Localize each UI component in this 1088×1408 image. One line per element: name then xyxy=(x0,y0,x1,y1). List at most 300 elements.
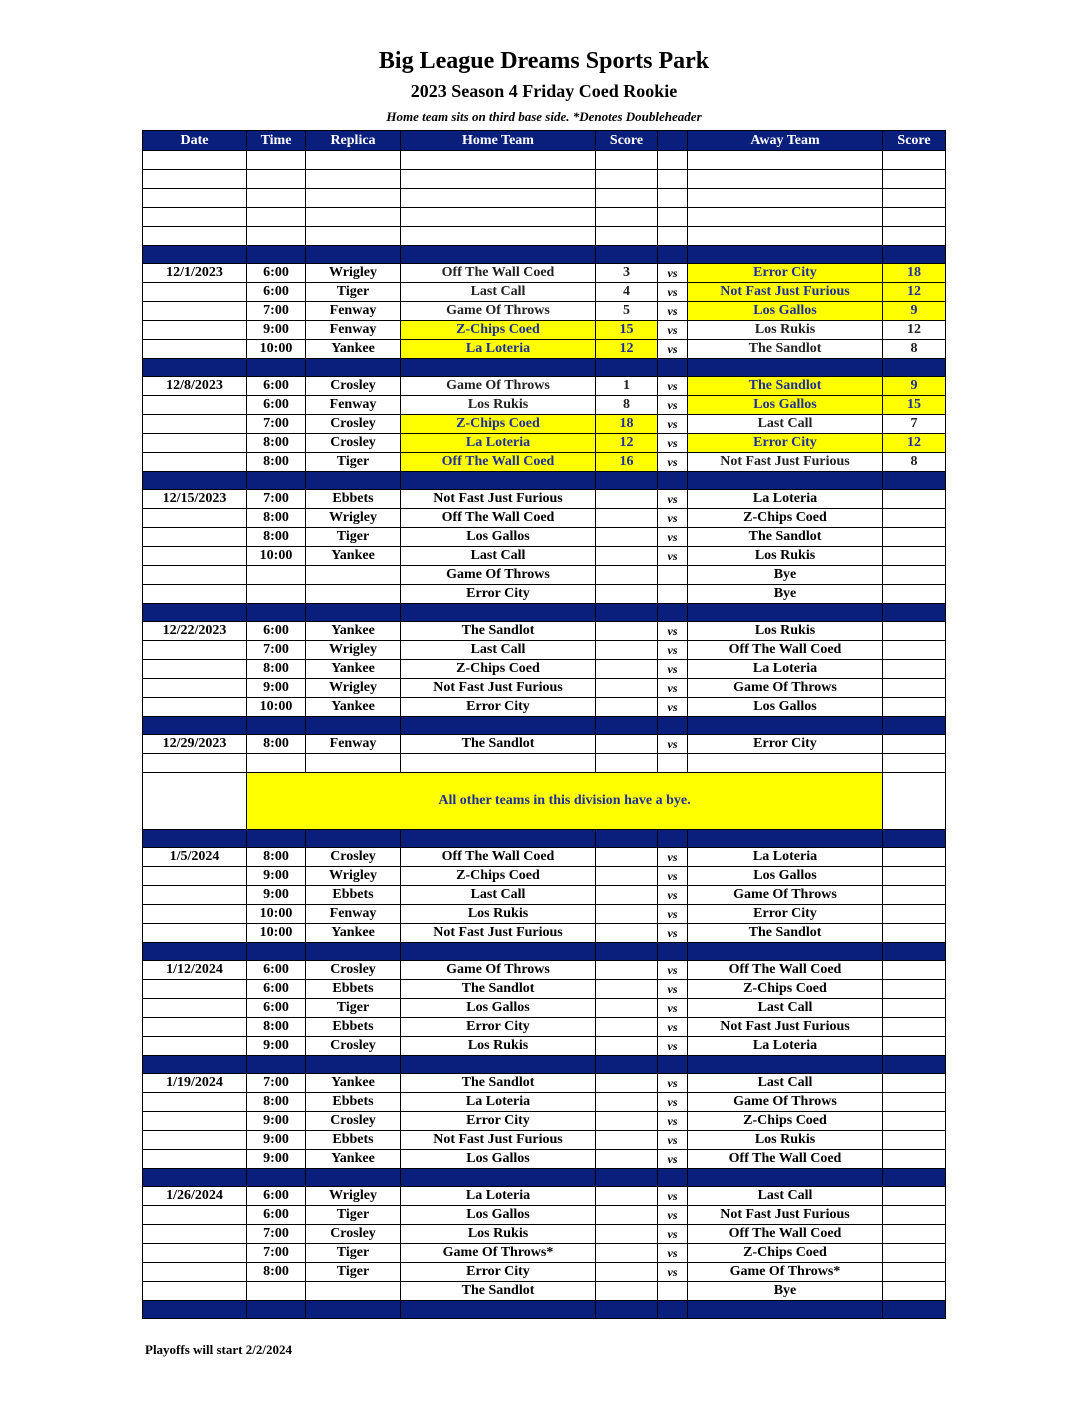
game-row xyxy=(143,924,946,943)
vs-label xyxy=(658,1282,688,1301)
separator-cell xyxy=(688,830,883,848)
blank-row xyxy=(143,170,946,189)
game-date xyxy=(143,509,247,528)
separator-row xyxy=(143,830,946,848)
game-replica: Tiger xyxy=(306,528,401,547)
empty-cell xyxy=(247,151,306,170)
vs-label: vs xyxy=(658,377,688,396)
game-date: 12/29/2023 xyxy=(143,735,247,754)
playoffs-note: Playoffs will start 2/2/2024 xyxy=(145,1342,292,1357)
separator-cell xyxy=(401,1169,596,1187)
vs-label: vs xyxy=(658,283,688,302)
game-date: 1/26/2024 xyxy=(143,1187,247,1206)
empty-cell xyxy=(143,208,247,227)
home-score xyxy=(596,641,658,660)
game-replica: Crosley xyxy=(306,848,401,867)
home-score xyxy=(596,961,658,980)
empty-cell xyxy=(658,227,688,246)
blank-row xyxy=(143,227,946,246)
separator-cell xyxy=(658,604,688,622)
empty-cell xyxy=(883,170,946,189)
blank-row xyxy=(143,208,946,227)
game-replica: Wrigley xyxy=(306,264,401,283)
header-date: Date xyxy=(143,131,247,151)
game-row xyxy=(143,1225,946,1244)
game-row xyxy=(143,1244,946,1263)
away-team: The Sandlot xyxy=(688,340,883,359)
vs-label: vs xyxy=(658,999,688,1018)
vs-label: vs xyxy=(658,528,688,547)
game-row xyxy=(143,848,946,867)
away-score: 18 xyxy=(883,264,946,283)
vs-label: vs xyxy=(658,1131,688,1150)
separator-cell xyxy=(883,943,946,961)
empty-cell xyxy=(143,151,247,170)
away-team: Z-Chips Coed xyxy=(688,980,883,999)
away-team: Error City xyxy=(688,735,883,754)
separator-cell xyxy=(596,359,658,377)
away-team: Los Gallos xyxy=(688,698,883,717)
vs-label: vs xyxy=(658,490,688,509)
game-replica xyxy=(306,566,401,585)
away-team: The Sandlot xyxy=(688,377,883,396)
separator-cell xyxy=(658,717,688,735)
home-team: Last Call xyxy=(401,283,596,302)
separator-cell xyxy=(883,1301,946,1319)
home-score xyxy=(596,698,658,717)
game-replica: Yankee xyxy=(306,924,401,943)
away-team: The Sandlot xyxy=(688,924,883,943)
home-team: Error City xyxy=(401,1112,596,1131)
separator-cell xyxy=(658,1301,688,1319)
header-away-score: Score xyxy=(883,131,946,151)
home-team: The Sandlot xyxy=(401,1074,596,1093)
vs-label: vs xyxy=(658,1018,688,1037)
game-row xyxy=(143,434,946,453)
away-score xyxy=(883,622,946,641)
game-time: 7:00 xyxy=(247,641,306,660)
home-team: La Loteria xyxy=(401,434,596,453)
away-score: 7 xyxy=(883,415,946,434)
game-time: 8:00 xyxy=(247,660,306,679)
away-team: Z-Chips Coed xyxy=(688,1244,883,1263)
separator-cell xyxy=(143,717,247,735)
game-time: 6:00 xyxy=(247,377,306,396)
game-row xyxy=(143,490,946,509)
away-score xyxy=(883,848,946,867)
home-score xyxy=(596,490,658,509)
separator-cell xyxy=(401,604,596,622)
separator-cell xyxy=(401,1056,596,1074)
away-team: La Loteria xyxy=(688,1037,883,1056)
game-row xyxy=(143,264,946,283)
vs-label: vs xyxy=(658,735,688,754)
home-score xyxy=(596,886,658,905)
game-replica: Crosley xyxy=(306,1225,401,1244)
game-time: 8:00 xyxy=(247,1018,306,1037)
game-replica: Fenway xyxy=(306,735,401,754)
separator-cell xyxy=(596,717,658,735)
separator-cell xyxy=(306,472,401,490)
away-team: Not Fast Just Furious xyxy=(688,453,883,472)
game-time: 9:00 xyxy=(247,1150,306,1169)
game-time: 9:00 xyxy=(247,1037,306,1056)
home-team: Los Gallos xyxy=(401,999,596,1018)
away-score xyxy=(883,566,946,585)
game-time: 10:00 xyxy=(247,698,306,717)
empty-cell xyxy=(688,189,883,208)
home-score xyxy=(596,980,658,999)
away-score xyxy=(883,1112,946,1131)
home-team: Last Call xyxy=(401,547,596,566)
game-replica: Ebbets xyxy=(306,1093,401,1112)
game-replica: Yankee xyxy=(306,340,401,359)
home-team: The Sandlot xyxy=(401,622,596,641)
home-team: Game Of Throws xyxy=(401,961,596,980)
away-team: Game Of Throws* xyxy=(688,1263,883,1282)
away-team: Error City xyxy=(688,905,883,924)
blank-row xyxy=(143,151,946,170)
separator-cell xyxy=(401,1301,596,1319)
home-team: Error City xyxy=(401,698,596,717)
empty-cell xyxy=(401,189,596,208)
home-score: 3 xyxy=(596,264,658,283)
header-replica: Replica xyxy=(306,131,401,151)
empty-cell xyxy=(143,189,247,208)
game-date xyxy=(143,698,247,717)
vs-label: vs xyxy=(658,1037,688,1056)
away-score xyxy=(883,585,946,604)
game-date xyxy=(143,547,247,566)
empty-cell xyxy=(401,754,596,773)
home-team: La Loteria xyxy=(401,1093,596,1112)
away-team: Error City xyxy=(688,264,883,283)
home-score xyxy=(596,1018,658,1037)
away-score xyxy=(883,1131,946,1150)
game-time: 10:00 xyxy=(247,924,306,943)
game-date xyxy=(143,1282,247,1301)
empty-cell xyxy=(596,189,658,208)
separator-cell xyxy=(143,1169,247,1187)
away-score: 8 xyxy=(883,453,946,472)
separator-row xyxy=(143,1169,946,1187)
empty-cell xyxy=(143,227,247,246)
game-row xyxy=(143,1093,946,1112)
empty-cell xyxy=(143,754,247,773)
separator-cell xyxy=(688,943,883,961)
game-date xyxy=(143,321,247,340)
away-score: 12 xyxy=(883,434,946,453)
game-replica: Tiger xyxy=(306,999,401,1018)
game-row xyxy=(143,1263,946,1282)
header-vs xyxy=(658,131,688,151)
away-score xyxy=(883,660,946,679)
home-score: 18 xyxy=(596,415,658,434)
game-time xyxy=(247,566,306,585)
empty-cell xyxy=(883,208,946,227)
separator-row xyxy=(143,604,946,622)
away-team: Off The Wall Coed xyxy=(688,1150,883,1169)
away-team: Not Fast Just Furious xyxy=(688,1206,883,1225)
away-team: Game Of Throws xyxy=(688,1093,883,1112)
game-row xyxy=(143,679,946,698)
home-team: Not Fast Just Furious xyxy=(401,490,596,509)
separator-row xyxy=(143,246,946,264)
separator-cell xyxy=(688,359,883,377)
empty-cell xyxy=(883,754,946,773)
away-score xyxy=(883,1206,946,1225)
game-row xyxy=(143,1018,946,1037)
home-score xyxy=(596,660,658,679)
separator-cell xyxy=(658,943,688,961)
separator-cell xyxy=(247,472,306,490)
away-score: 9 xyxy=(883,377,946,396)
separator-cell xyxy=(883,1056,946,1074)
game-row xyxy=(143,735,946,754)
home-team: Game Of Throws xyxy=(401,566,596,585)
home-score xyxy=(596,1244,658,1263)
separator-cell xyxy=(596,1169,658,1187)
empty-cell xyxy=(306,151,401,170)
separator-cell xyxy=(688,472,883,490)
game-time: 6:00 xyxy=(247,1187,306,1206)
empty-cell xyxy=(247,754,306,773)
home-team: Los Rukis xyxy=(401,1225,596,1244)
game-date: 1/5/2024 xyxy=(143,848,247,867)
game-date xyxy=(143,453,247,472)
home-team: Game Of Throws xyxy=(401,377,596,396)
away-score xyxy=(883,509,946,528)
game-row xyxy=(143,660,946,679)
blank-row xyxy=(143,189,946,208)
home-score xyxy=(596,547,658,566)
vs-label: vs xyxy=(658,1263,688,1282)
home-team: Game Of Throws xyxy=(401,302,596,321)
game-time: 6:00 xyxy=(247,961,306,980)
game-replica: Tiger xyxy=(306,453,401,472)
separator-cell xyxy=(688,604,883,622)
game-time: 6:00 xyxy=(247,264,306,283)
vs-label: vs xyxy=(658,679,688,698)
empty-cell xyxy=(306,189,401,208)
game-row xyxy=(143,509,946,528)
away-team: Error City xyxy=(688,434,883,453)
game-date xyxy=(143,905,247,924)
bye-note-row xyxy=(143,773,946,830)
away-team: Not Fast Just Furious xyxy=(688,283,883,302)
separator-cell xyxy=(306,604,401,622)
separator-cell xyxy=(688,1169,883,1187)
game-replica: Yankee xyxy=(306,698,401,717)
away-score xyxy=(883,735,946,754)
home-score: 1 xyxy=(596,377,658,396)
page-subtitle: 2023 Season 4 Friday Coed Rookie xyxy=(410,81,678,101)
vs-label: vs xyxy=(658,1093,688,1112)
game-row xyxy=(143,283,946,302)
empty-cell xyxy=(306,170,401,189)
home-team: Z-Chips Coed xyxy=(401,415,596,434)
game-replica: Wrigley xyxy=(306,509,401,528)
home-team: Error City xyxy=(401,585,596,604)
empty-cell xyxy=(883,151,946,170)
empty-cell xyxy=(306,208,401,227)
game-date xyxy=(143,867,247,886)
game-replica: Tiger xyxy=(306,1206,401,1225)
bye-message: All other teams in this division have a bye. xyxy=(247,773,883,830)
home-team: Los Gallos xyxy=(401,1206,596,1225)
game-replica: Wrigley xyxy=(306,867,401,886)
away-score xyxy=(883,679,946,698)
separator-cell xyxy=(306,830,401,848)
away-score xyxy=(883,1282,946,1301)
empty-cell xyxy=(306,754,401,773)
game-row xyxy=(143,867,946,886)
home-team: Off The Wall Coed xyxy=(401,848,596,867)
away-team: Bye xyxy=(688,585,883,604)
game-date xyxy=(143,1112,247,1131)
header-home-team: Home Team xyxy=(401,131,596,151)
separator-cell xyxy=(401,830,596,848)
separator-row xyxy=(143,472,946,490)
game-replica: Crosley xyxy=(306,415,401,434)
game-row xyxy=(143,1131,946,1150)
away-team: Los Rukis xyxy=(688,547,883,566)
separator-cell xyxy=(143,472,247,490)
vs-label: vs xyxy=(658,980,688,999)
game-replica: Crosley xyxy=(306,1112,401,1131)
game-time: 6:00 xyxy=(247,1206,306,1225)
away-score xyxy=(883,924,946,943)
game-time: 6:00 xyxy=(247,622,306,641)
separator-cell xyxy=(306,1301,401,1319)
empty-cell xyxy=(688,754,883,773)
game-replica: Crosley xyxy=(306,1037,401,1056)
game-time: 8:00 xyxy=(247,453,306,472)
away-team: Bye xyxy=(688,1282,883,1301)
empty-cell xyxy=(306,227,401,246)
vs-label: vs xyxy=(658,434,688,453)
game-row xyxy=(143,396,946,415)
game-replica: Ebbets xyxy=(306,1018,401,1037)
away-team: Game Of Throws xyxy=(688,886,883,905)
away-score xyxy=(883,698,946,717)
header-home-score: Score xyxy=(596,131,658,151)
separator-cell xyxy=(883,717,946,735)
header-away-team: Away Team xyxy=(688,131,883,151)
empty-cell xyxy=(596,754,658,773)
game-time: 10:00 xyxy=(247,340,306,359)
away-score xyxy=(883,1018,946,1037)
vs-label: vs xyxy=(658,1150,688,1169)
away-team: Bye xyxy=(688,566,883,585)
game-time: 9:00 xyxy=(247,867,306,886)
away-score xyxy=(883,1074,946,1093)
game-date: 12/8/2023 xyxy=(143,377,247,396)
away-team: Los Rukis xyxy=(688,1131,883,1150)
empty-cell xyxy=(247,208,306,227)
away-score xyxy=(883,905,946,924)
empty-cell xyxy=(658,208,688,227)
separator-cell xyxy=(596,830,658,848)
away-score xyxy=(883,528,946,547)
empty-cell xyxy=(401,227,596,246)
separator-cell xyxy=(247,1301,306,1319)
game-date xyxy=(143,1037,247,1056)
game-row xyxy=(143,980,946,999)
away-team: Los Gallos xyxy=(688,867,883,886)
game-time: 8:00 xyxy=(247,735,306,754)
game-row xyxy=(143,886,946,905)
vs-label: vs xyxy=(658,622,688,641)
separator-cell xyxy=(401,246,596,264)
game-time: 8:00 xyxy=(247,528,306,547)
away-score xyxy=(883,547,946,566)
game-date xyxy=(143,1150,247,1169)
home-score xyxy=(596,509,658,528)
separator-cell xyxy=(883,604,946,622)
game-time: 7:00 xyxy=(247,490,306,509)
game-date xyxy=(143,980,247,999)
away-team: La Loteria xyxy=(688,490,883,509)
game-replica: Ebbets xyxy=(306,980,401,999)
home-score xyxy=(596,1037,658,1056)
game-time: 10:00 xyxy=(247,905,306,924)
empty-cell xyxy=(883,227,946,246)
game-replica: Crosley xyxy=(306,961,401,980)
separator-cell xyxy=(883,246,946,264)
separator-cell xyxy=(247,246,306,264)
away-team: Last Call xyxy=(688,415,883,434)
game-row xyxy=(143,340,946,359)
game-date xyxy=(143,1263,247,1282)
game-replica: Wrigley xyxy=(306,679,401,698)
empty-cell xyxy=(688,151,883,170)
vs-label: vs xyxy=(658,1206,688,1225)
separator-cell xyxy=(883,472,946,490)
game-replica: Tiger xyxy=(306,1263,401,1282)
game-date xyxy=(143,434,247,453)
home-team: Off The Wall Coed xyxy=(401,264,596,283)
home-score xyxy=(596,1074,658,1093)
away-score xyxy=(883,980,946,999)
separator-cell xyxy=(401,943,596,961)
game-replica: Ebbets xyxy=(306,490,401,509)
game-time: 7:00 xyxy=(247,1225,306,1244)
vs-label: vs xyxy=(658,302,688,321)
game-time: 7:00 xyxy=(247,415,306,434)
away-team: Game Of Throws xyxy=(688,679,883,698)
game-time: 7:00 xyxy=(247,1244,306,1263)
home-score xyxy=(596,622,658,641)
separator-cell xyxy=(596,943,658,961)
separator-cell xyxy=(658,830,688,848)
away-team: Last Call xyxy=(688,1187,883,1206)
away-score: 8 xyxy=(883,340,946,359)
home-score xyxy=(596,848,658,867)
away-team: Z-Chips Coed xyxy=(688,1112,883,1131)
game-row xyxy=(143,622,946,641)
game-date xyxy=(143,396,247,415)
home-score xyxy=(596,1225,658,1244)
game-time: 8:00 xyxy=(247,509,306,528)
empty-cell xyxy=(596,227,658,246)
separator-cell xyxy=(247,1056,306,1074)
game-date xyxy=(143,660,247,679)
game-time: 9:00 xyxy=(247,886,306,905)
separator-cell xyxy=(688,1301,883,1319)
separator-cell xyxy=(306,1056,401,1074)
game-date xyxy=(143,1206,247,1225)
